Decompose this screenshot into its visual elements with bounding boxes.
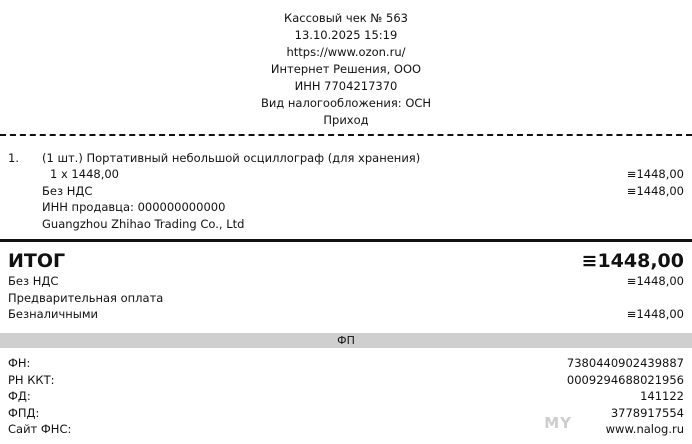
- item-vat-amount: ≡ 1448,00: [627, 183, 684, 200]
- total-amount: ≡ 1448,00: [582, 249, 684, 273]
- watermark: MY: [544, 414, 572, 432]
- divider-dashed-top: [0, 134, 692, 136]
- total-vat-amount: ≡ 1448,00: [627, 273, 684, 290]
- cashless-amount: ≡ 1448,00: [627, 306, 684, 323]
- total-vat-label: Без НДС: [8, 274, 59, 288]
- fns-site-label: Сайт ФНС:: [8, 422, 72, 436]
- rn-kkt-value: 0009294688021956: [566, 373, 684, 387]
- item-index: 1.: [8, 151, 19, 165]
- fns-site-value: www.nalog.ru: [605, 422, 684, 436]
- total-label: ИТОГ: [8, 250, 66, 272]
- item-name: (1 шт.) Портативный небольшой осциллограф (для хранения): [42, 151, 421, 165]
- receipt-header: [0, 10, 692, 129]
- item-qty-price-amount: ≡ 1448,00: [627, 166, 684, 183]
- fn-label: ФН:: [8, 356, 31, 370]
- fpd-label: ФПД:: [8, 406, 40, 420]
- prepayment-label: Предварительная оплата: [8, 291, 164, 305]
- divider-solid: [0, 239, 692, 242]
- store-url: https://www.ozon.ru/: [286, 45, 406, 59]
- company-name: Интернет Решения, ООО: [270, 62, 422, 76]
- fpd-value: 3778917554: [610, 406, 684, 420]
- fn-value: 7380440902439887: [566, 356, 684, 370]
- fd-label: ФД:: [8, 389, 31, 403]
- tax-system: Вид налогообложения: ОСН: [260, 96, 432, 110]
- seller-inn: ИНН продавца: 000000000000: [42, 200, 226, 214]
- receipt-number: Кассовый чек № 563: [284, 11, 408, 25]
- cashless-label: Безналичными: [8, 307, 99, 321]
- item-vat-label: Без НДС: [42, 184, 93, 198]
- fp-section-bar: ФП: [0, 333, 692, 348]
- operation-type: Приход: [323, 113, 369, 127]
- fd-value: 141122: [640, 389, 684, 403]
- item-qty-price: 1 x 1448,00: [50, 167, 119, 181]
- company-inn: ИНН 7704217370: [294, 79, 398, 93]
- seller-name: Guangzhou Zhihao Trading Co., Ltd: [42, 217, 245, 231]
- receipt-datetime: 13.10.2025 15:19: [294, 28, 398, 42]
- rn-kkt-label: РН ККТ:: [8, 373, 55, 387]
